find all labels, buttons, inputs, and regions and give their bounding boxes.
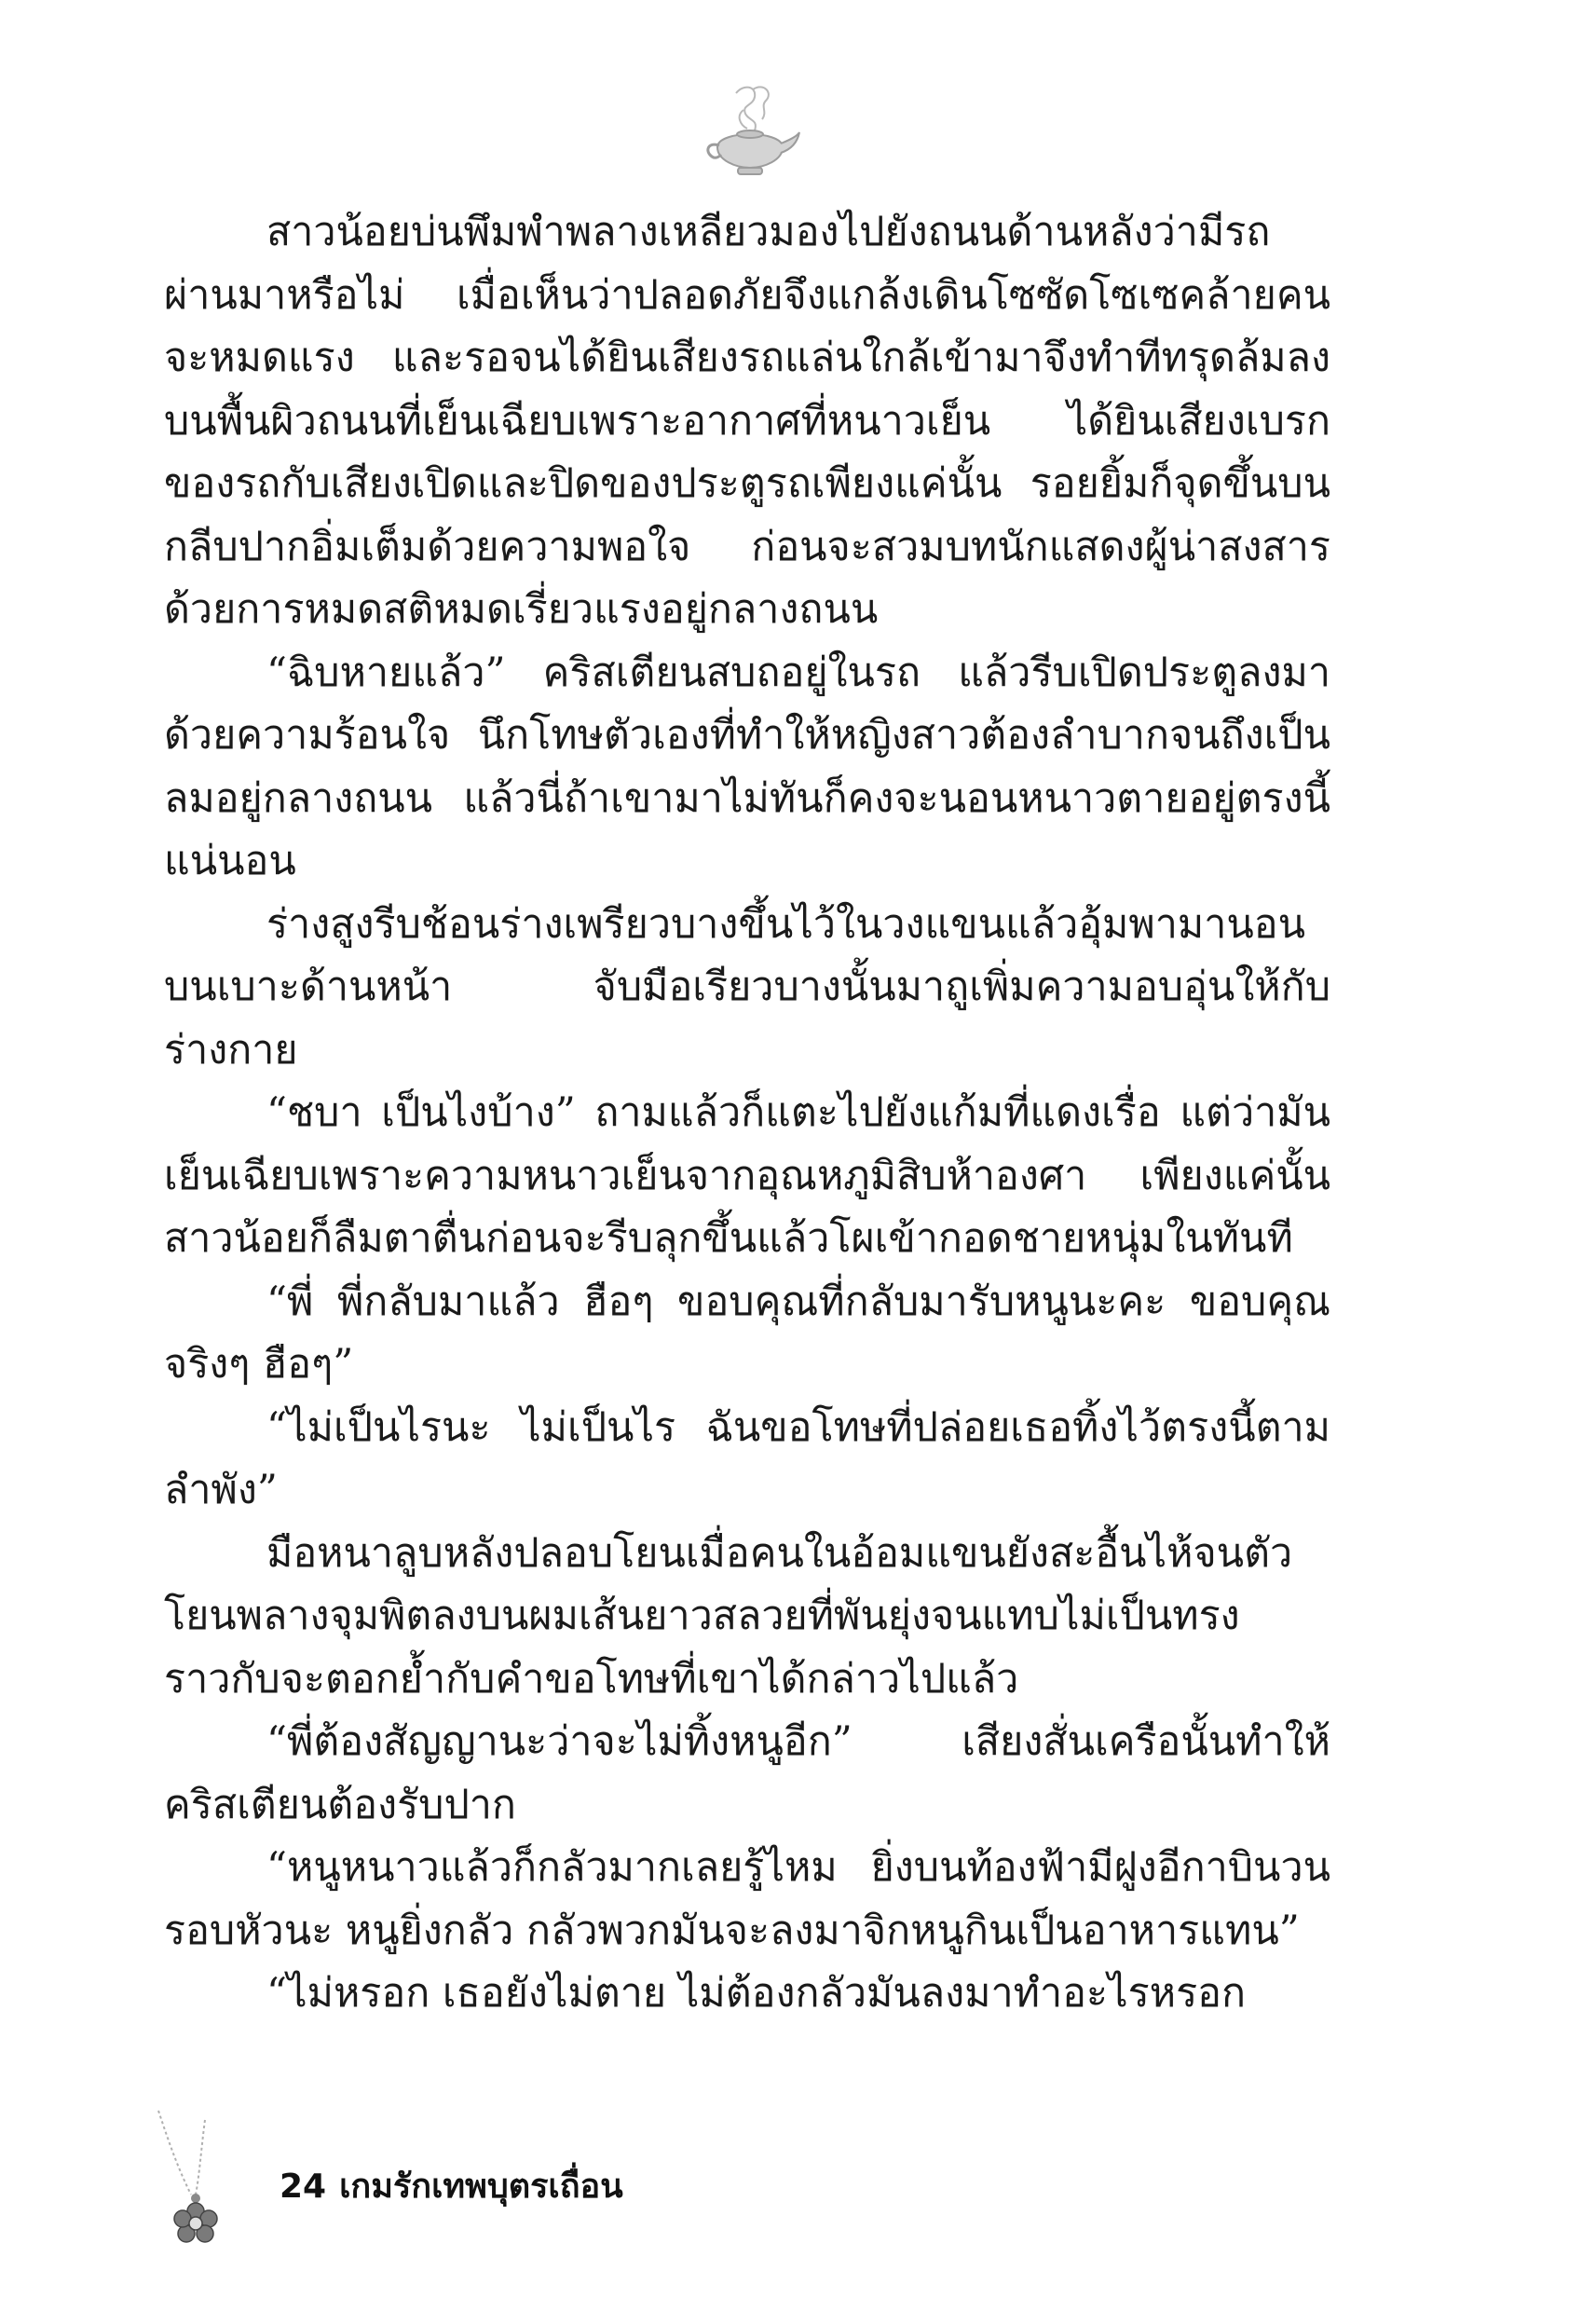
- paragraph-6: “ไม่เป็นไรนะ ไม่เป็นไร ฉันขอโทษที่ปล่อยเธอทิ้งไว้ตรงนี้ตามลำพัง”: [164, 1403, 1330, 1513]
- flower-necklace-icon: [149, 2101, 242, 2250]
- paragraph-9: “หนูหนาวแล้วก็กลัวมากเลยรู้ไหม ยิ่งบนท้องฟ้ามีฝูงอีกาบินวนรอบหัวนะ หนูยิ่งกลัว กลัวพวกมันจะลงมาจิกหนูกินเป็นอาหารแทน”: [164, 1844, 1330, 1954]
- book-title: เกมรักเทพบุตรเถื่อน: [339, 2167, 623, 2206]
- page-footer: [149, 2101, 801, 2250]
- genie-lamp-icon: [699, 82, 801, 185]
- paragraph-1: สาวน้อยบ่นพึมพำพลางเหลียวมองไปยังถนนด้านหลังว่ามีรถผ่านมาหรือไม่ เมื่อเห็นว่าปลอดภัยจึงแกล้งเดินโซซัดโซเซคล้ายคนจะหมดแรง และรอจนได้ยินเสียงรถแล่นใกล้เข้ามาจึงทำทีทรุดล้มลงบนพื้นผิวถนนที่เย็นเฉียบเพราะอากาศที่หนาวเย็น ได้ยินเสียงเบรกของรถกับเสียงเปิดและปิดของประตูรถเพียงแค่นั้น รอยยิ้มก็จุดขึ้นบนกลีบปากอิ่มเต็มด้วยความพอใจ ก่อนจะสวมบทนักแสดงผู้น่าสงสารด้วยการหมดสติหมดเรี่ยวแรงอยู่กลางถนน: [164, 209, 1330, 633]
- page-number: 24: [280, 2167, 327, 2206]
- paragraph-7: มือหนาลูบหลังปลอบโยนเมื่อคนในอ้อมแขนยังสะอื้นไห้จนตัวโยนพลางจุมพิตลงบนผมเส้นยาวสลวยที่พันยุ่งจนแทบไม่เป็นทรงราวกับจะตอกย้ำกับคำขอโทษที่เขาได้กล่าวไปแล้ว: [164, 1529, 1293, 1702]
- paragraph-4: “ชบา เป็นไงบ้าง” ถามแล้วก็แตะไปยังแก้มที่แดงเรื่อ แต่ว่ามันเย็นเฉียบเพราะความหนาวเย็นจากอุณหภูมิสิบห้าองศา เพียงแค่นั้นสาวน้อยก็ลืมตาตื่นก่อนจะรีบลุกขึ้นแล้วโผเข้ากอดชายหนุ่มในทันที: [164, 1089, 1330, 1262]
- paragraph-5: “พี่ พี่กลับมาแล้ว ฮือๆ ขอบคุณที่กลับมารับหนูนะคะ ขอบคุณจริงๆ ฮือๆ”: [164, 1278, 1330, 1388]
- story-text: [164, 201, 1330, 2026]
- footer-caption: [280, 2159, 623, 2212]
- paragraph-3: ร่างสูงรีบช้อนร่างเพรียวบางขึ้นไว้ในวงแขนแล้วอุ้มพามานอนบนเบาะด้านหน้า จับมือเรียวบางนั้นมาถูเพิ่มความอบอุ่นให้กับร่างกาย: [164, 900, 1330, 1073]
- paragraph-2: “ฉิบหายแล้ว” คริสเตียนสบถอยู่ในรถ แล้วรีบเปิดประตูลงมาด้วยความร้อนใจ นึกโทษตัวเองที่ทำให้หญิงสาวต้องลำบากจนถึงเป็นลมอยู่กลางถนน แล้วนี่ถ้าเขามาไม่ทันก็คงจะนอนหนาวตายอยู่ตรงนี้แน่นอน: [164, 649, 1330, 884]
- paragraph-8: “พี่ต้องสัญญานะว่าจะไม่ทิ้งหนูอีก” เสียงสั่นเครือนั้นทำให้คริสเตียนต้องรับปาก: [164, 1718, 1330, 1828]
- paragraph-10: “ไม่หรอก เธอยังไม่ตาย ไม่ต้องกลัวมันลงมาทำอะไรหรอก: [266, 1970, 1247, 2017]
